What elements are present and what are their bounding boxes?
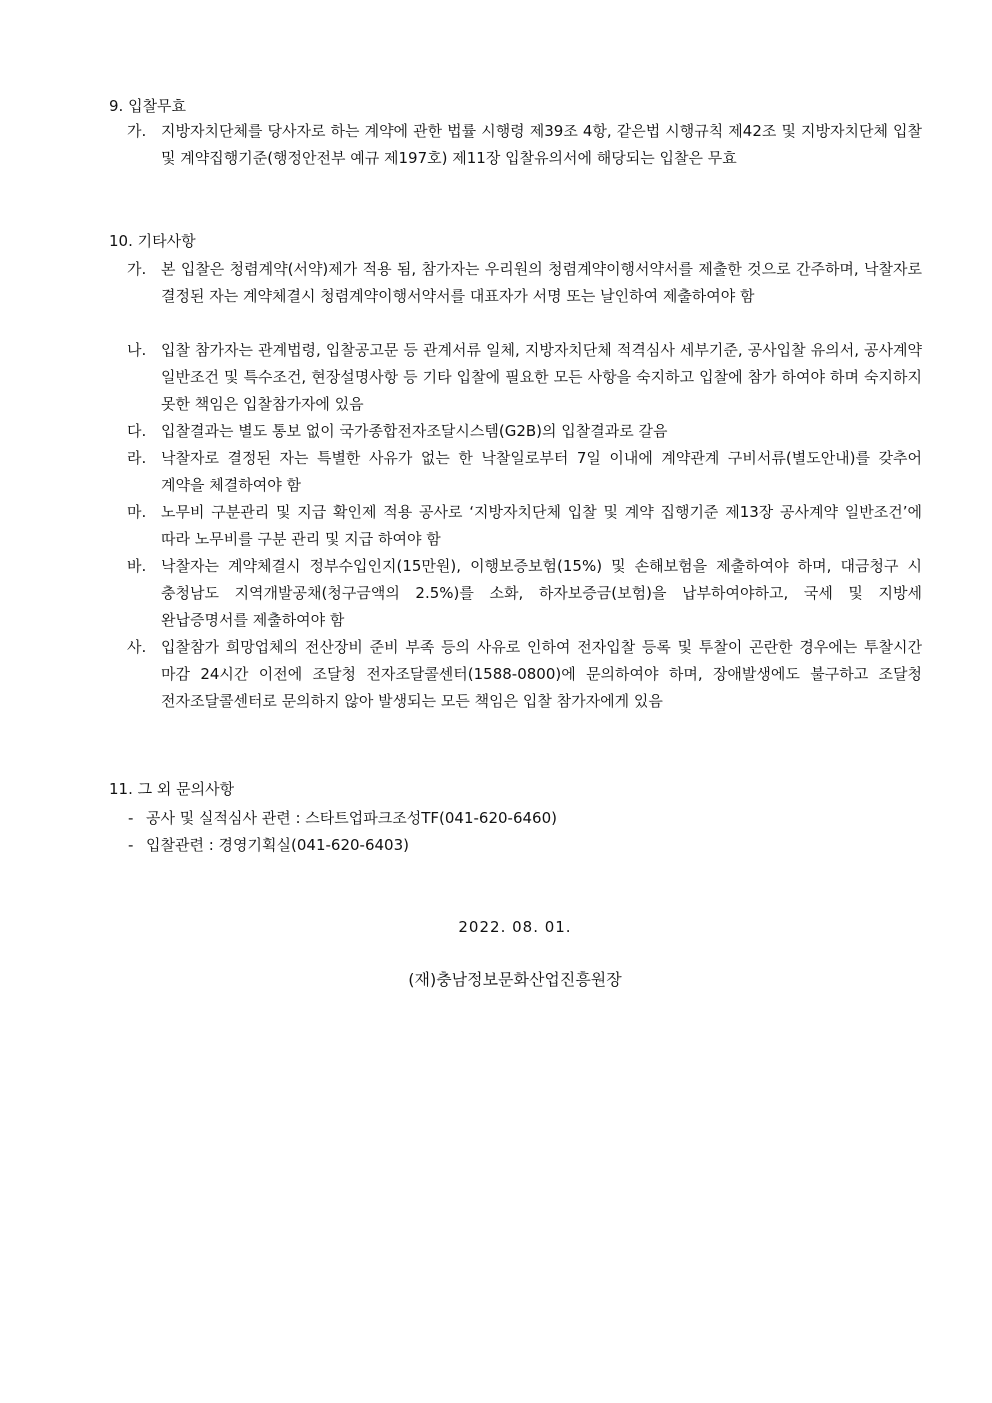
issuer-signature: (재)충남정보문화산업진흥원장	[408, 970, 622, 989]
item-text: 입찰참가 희망업체의 전산장비 준비 부족 등의 사유로 인하여 전자입찰 등록 및 투찰이 곤란한 경우에는 투찰시간 마감 24시간 이전에 조달청 전자조달콜센터(1588-0800)에 문의하여야 하며, 장애발생에도 불구하고 조달청 전자조달콜센터로 문의하지 않아 발생되는 모든 책임은 입찰 참가자에게 있음	[161, 638, 922, 710]
document-date: 2022. 08. 01.	[458, 918, 572, 936]
item-text: 낙찰자는 계약체결시 정부수입인지(15만원), 이행보증보험(15%) 및 손해보험을 제출하여야 하며, 대금청구 시 충청남도 지역개발공채(청구금액의 2.5%)를 소화, 하자보증금(보험)을 납부하여야하고, 국세 및 지방세 완납증명서를 제출하여야 함	[161, 557, 922, 629]
list-item	[127, 337, 922, 418]
item-marker: 다.	[127, 422, 147, 440]
list-item	[127, 118, 922, 172]
item-marker: 사.	[127, 638, 147, 656]
item-text: 본 입찰은 청렴계약(서약)제가 적용 됨, 참가자는 우리원의 청렴계약이행서약서를 제출한 것으로 간주하며, 낙찰자로 결정된 자는 계약체결시 청렴계약이행서약서를 대표자가 서명 또는 날인하여 제출하여야 함	[161, 260, 922, 305]
list-item	[127, 634, 922, 715]
contact-text: 입찰관련 : 경영기획실(041-620-6403)	[146, 836, 409, 854]
section-title-inquiries: 11. 그 외 문의사항	[109, 780, 235, 798]
item-marker: 나.	[127, 341, 147, 359]
item-marker: 마.	[127, 503, 147, 521]
list-item	[127, 553, 922, 634]
contact-bidding	[128, 835, 409, 855]
section-title-other-matters: 10. 기타사항	[109, 232, 196, 250]
item-text: 입찰 참가자는 관계법령, 입찰공고문 등 관계서류 일체, 지방자치단체 적격심사 세부기준, 공사입찰 유의서, 공사계약 일반조건 및 특수조건, 현장설명사항 등 기타 입찰에 필요한 모든 사항을 숙지하고 입찰에 참가 하여야 하며 숙지하지 못한 책임은 입찰참가자에 있음	[161, 341, 922, 413]
list-item	[127, 256, 922, 310]
contact-text: 공사 및 실적심사 관련 : 스타트업파크조성TF(041-620-6460)	[146, 809, 557, 827]
item-text: 지방자치단체를 당사자로 하는 계약에 관한 법률 시행령 제39조 4항, 같은법 시행규칙 제42조 및 지방자치단체 입찰 및 계약집행기준(행정안전부 예규 제197호) 제11장 입찰유의서에 해당되는 입찰은 무효	[161, 122, 922, 167]
contact-construction	[128, 808, 557, 828]
list-item	[127, 418, 922, 445]
bullet-dash: -	[128, 836, 134, 854]
bullet-dash: -	[128, 809, 134, 827]
item-text: 입찰결과는 별도 통보 없이 국가종합전자조달시스템(G2B)의 입찰결과로 갈음	[161, 422, 668, 440]
item-marker: 가.	[127, 122, 147, 140]
list-item	[127, 445, 922, 499]
item-marker: 바.	[127, 557, 147, 575]
item-text: 노무비 구분관리 및 지급 확인제 적용 공사로 ‘지방자치단체 입찰 및 계약 집행기준 제13장 공사계약 일반조건’에 따라 노무비를 구분 관리 및 지급 하여야 함	[161, 503, 922, 548]
list-item	[127, 499, 922, 553]
section-title-invalid-bids: 9. 입찰무효	[109, 97, 187, 115]
item-marker: 가.	[127, 260, 147, 278]
item-marker: 라.	[127, 449, 147, 467]
item-text: 낙찰자로 결정된 자는 특별한 사유가 없는 한 낙찰일로부터 7일 이내에 계약관계 구비서류(별도안내)를 갖추어 계약을 체결하여야 함	[161, 449, 922, 494]
